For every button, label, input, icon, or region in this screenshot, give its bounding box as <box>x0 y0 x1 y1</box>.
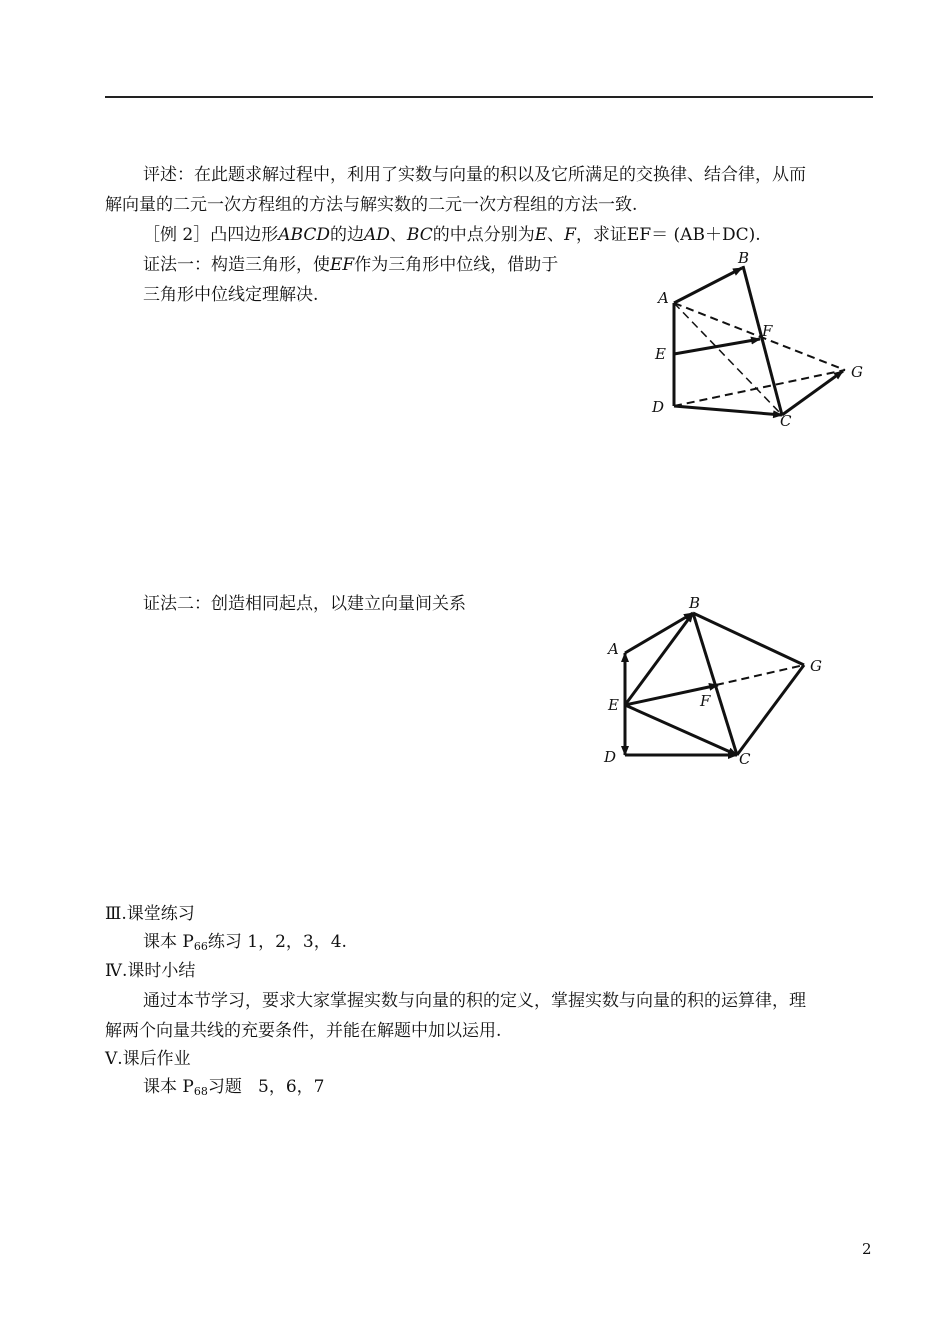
example-2-goal: ，求证EF＝ (AB＋DC). <box>575 225 761 245</box>
fig2-label-a: A <box>608 640 619 658</box>
side-bc: BC <box>406 225 433 245</box>
figure-1-dashed-edges <box>674 303 845 415</box>
point-e: E <box>534 225 548 245</box>
section-4-heading: Ⅳ.课时小结 <box>105 961 196 981</box>
fig1-label-g: G <box>851 363 863 381</box>
fig1-label-c: C <box>780 412 792 430</box>
section-4-line-2: 解两个向量共线的充要条件，并能在解题中加以运用. <box>105 1021 502 1041</box>
edge-bc <box>693 613 737 755</box>
fig1-label-d: D <box>652 398 665 416</box>
section-5-page-sub: 68 <box>193 1085 208 1098</box>
sep-1: 、 <box>389 225 407 245</box>
vector-ef <box>674 339 760 354</box>
dashed-ag <box>674 303 845 370</box>
section-5-body-a: 课本 P <box>143 1077 194 1097</box>
fig2-label-f: F <box>700 692 711 710</box>
method-1-text-a: 证法一：构造三角形，使 <box>143 255 330 275</box>
side-ad: AD <box>363 225 390 245</box>
section-5-body-b: 习题 5，6，7 <box>207 1077 325 1097</box>
section-4-line-1: 通过本节学习，要求大家掌握实数与向量的积的定义，掌握实数与向量的积的运算律，理 <box>143 991 806 1011</box>
fig2-label-e: E <box>608 696 619 714</box>
figure-1-diagram <box>640 246 880 432</box>
method-1-line-2: 三角形中位线定理解决. <box>143 285 319 305</box>
vector-cg <box>782 371 843 415</box>
section-3-page-sub: 66 <box>193 940 208 953</box>
quad-abcd: ABCD <box>278 225 330 245</box>
fig2-label-b: B <box>689 594 701 612</box>
example-2-statement <box>143 223 761 247</box>
page-number: 2 <box>862 1240 872 1258</box>
fig1-label-f: F <box>762 322 773 340</box>
fig2-label-c: C <box>739 750 751 768</box>
vector-dc <box>674 406 782 415</box>
method-1-line-1 <box>143 253 558 277</box>
section-3-body-b: 练习 1，2，3，4. <box>207 932 347 952</box>
commentary-line-2: 解向量的二元一次方程组的方法与解实数的二元一次方程组的方法一致. <box>105 195 638 215</box>
section-5-heading: Ⅴ.课后作业 <box>105 1049 191 1069</box>
figure-1-solid-edges <box>674 266 843 415</box>
example-2-mid: 的中点分别为 <box>432 225 535 245</box>
figure-2-diagram <box>596 590 836 775</box>
point-f: F <box>564 225 576 245</box>
section-5-body <box>143 1075 325 1104</box>
example-2-prefix: ［例 2］凸四边形 <box>143 225 279 245</box>
vector-ab <box>625 613 693 653</box>
segment-ef: EF <box>330 255 355 275</box>
section-3-heading: Ⅲ.课堂练习 <box>105 904 195 924</box>
example-2-edge: 的边 <box>329 225 364 245</box>
fig2-label-g: G <box>810 657 822 675</box>
header-rule <box>105 96 873 98</box>
section-3-body <box>143 930 347 959</box>
fig1-label-a: A <box>658 289 669 307</box>
method-2-line-1: 证法二：创造相同起点，以建立向量间关系 <box>143 594 466 614</box>
method-1-text-b: 作为三角形中位线，借助于 <box>354 255 559 275</box>
edge-bg <box>693 613 804 665</box>
figure-2-solid-edges <box>625 613 804 755</box>
sep-2: 、 <box>547 225 565 245</box>
vector-ab <box>674 268 742 303</box>
fig1-label-e: E <box>655 345 666 363</box>
vector-ec <box>625 705 737 755</box>
commentary-line-1: 评述：在此题求解过程中，利用了实数与向量的积以及它所满足的交换律、结合律，从而 <box>143 165 806 185</box>
section-3-body-a: 课本 P <box>143 932 194 952</box>
fig1-label-b: B <box>738 249 750 267</box>
fig2-label-d: D <box>604 748 617 766</box>
